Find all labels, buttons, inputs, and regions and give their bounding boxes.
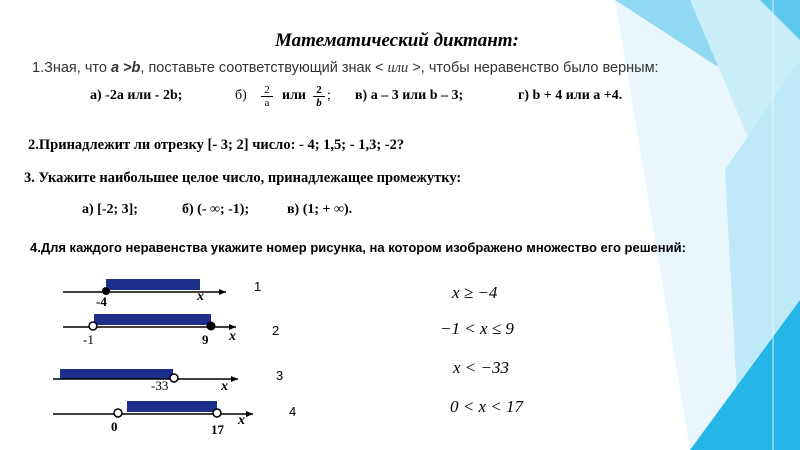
- open-point-0: [114, 409, 122, 417]
- solution-band-4: [127, 401, 217, 412]
- inequality-2: −1 < x ≤ 9: [440, 319, 514, 338]
- question-1-option-a: а) -2а или - 2b;: [90, 88, 183, 103]
- axis-arrow-4: [246, 411, 253, 417]
- question-4-text: 4.Для каждого неравенства укажите номер рисунка, на котором изображено множество его решений:: [30, 240, 686, 255]
- open-point-17: [213, 409, 221, 417]
- fraction-2-over-b: $\frac{2}{b}$: [313, 84, 325, 109]
- fraction-2-over-a: $\frac{2}{a}$: [261, 84, 273, 109]
- open-point-minus-1: [89, 322, 97, 330]
- question-3-option-c: в) (1; + ∞).: [287, 202, 353, 217]
- open-point-minus-33: [170, 374, 178, 382]
- fig2-right-label: 9: [202, 332, 209, 347]
- fig4-axis-label: x: [238, 413, 245, 428]
- fig1-axis-label: x: [197, 289, 204, 304]
- fig1-point-label: -4: [96, 294, 107, 309]
- fig4-left-label: 0: [111, 419, 118, 434]
- question-3-option-a: а) [-2; 3];: [82, 202, 138, 217]
- question-1-option-c: в) а – 3 или b – 3;: [355, 88, 464, 103]
- solution-band-1: [106, 279, 200, 290]
- number-line-2: [63, 314, 236, 331]
- fig4-right-label: 17: [211, 422, 224, 437]
- solution-band-2: [94, 314, 211, 325]
- question-3-option-b: б) (- ∞; -1);: [182, 202, 250, 217]
- fig2-left-label: -1: [83, 332, 94, 347]
- fig2-axis-label: x: [229, 329, 236, 344]
- question-3-text: 3. Укажите наибольшее целое число, принадлежащее промежутку:: [24, 170, 462, 186]
- number-line-4: [53, 401, 253, 417]
- question-1-text: 1.Зная, что a >b, поставьте соответствующий знак < или >, чтобы неравенство было верным:: [32, 60, 659, 76]
- number-line-3: [53, 369, 238, 382]
- page-title: Математический диктант:: [275, 30, 519, 51]
- question-1-option-b-prefix: б): [235, 88, 247, 103]
- inequality-1: x ≥ −4: [452, 283, 498, 302]
- fig3-axis-label: x: [221, 379, 228, 394]
- question-1-option-b-suffix: ;: [327, 88, 331, 103]
- question-2-text: 2.Принадлежит ли отрезку [- 3; 2] число: - 4; 1,5; - 1,3; -2?: [28, 137, 405, 153]
- axis-arrow-3: [231, 376, 238, 382]
- fig4-number: 4: [289, 404, 297, 419]
- inequality-3: x < −33: [453, 358, 509, 377]
- question-1-option-d: г) b + 4 или а +4.: [518, 88, 623, 103]
- closed-point-9: [207, 322, 216, 331]
- axis-arrow-1: [219, 289, 226, 295]
- fig1-number: 1: [254, 279, 262, 294]
- question-1-option-b-or: или: [282, 88, 306, 103]
- inequality-4: 0 < x < 17: [450, 397, 523, 416]
- fig3-point-label: -33: [151, 378, 169, 393]
- fig2-number: 2: [272, 323, 280, 338]
- fig3-number: 3: [276, 368, 284, 383]
